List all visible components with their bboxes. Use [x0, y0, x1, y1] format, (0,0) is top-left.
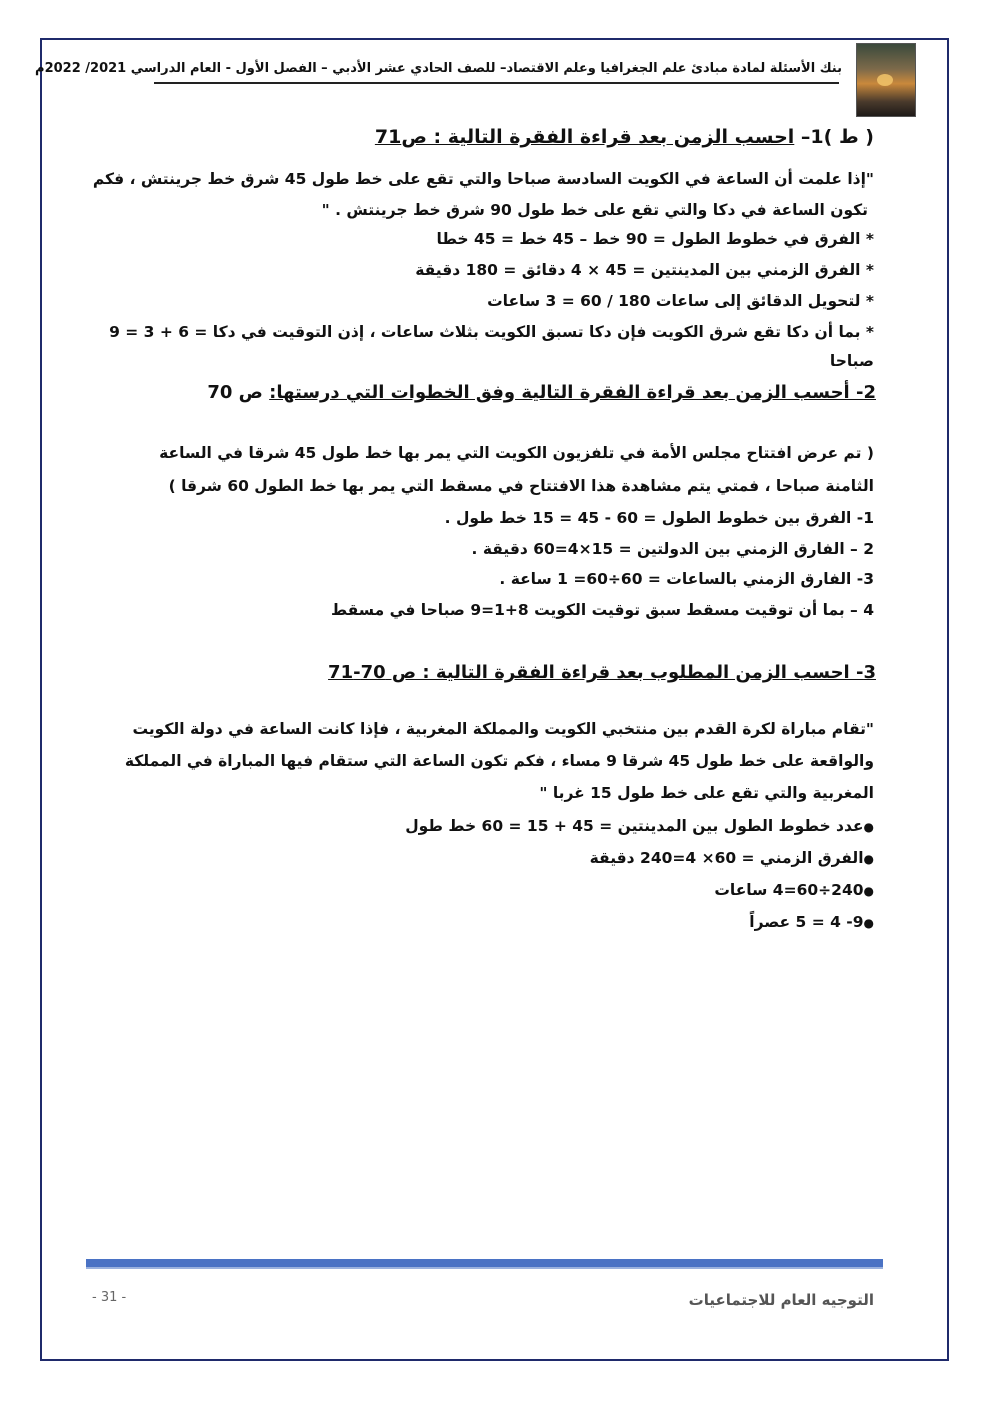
- q2-line-1: ( تم عرض افتتاح مجلس الأمة في تلفزيون الكويت التي يمر بها خط طول 45 شرقا في الساعة: [159, 444, 874, 462]
- q1-title-text: احسب الزمن بعد قراءة الفقرة التالية : ص71: [374, 126, 795, 148]
- q3-bullet-2: ●الفرق الزمني = 60× 4=240 دقيقة: [589, 849, 874, 867]
- header-title: بنك الأسئلة لمادة مبادئ علم الجغرافيا وعلم الاقتصاد– للصف الحادي عشر الأدبي – الفصل الأول - العام الدراسي 2021/ 2022م: [35, 61, 842, 76]
- header-rule: [154, 82, 839, 84]
- q3-line-2: والواقعة على خط طول 45 شرقا 9 مساء ، فكم تكون الساعة التي ستقام فيها المباراة في المملكة: [124, 752, 874, 770]
- q2-line-2: الثامنة صباحا ، فمتي يتم مشاهدة هذا الافتتاح في مسقط التي يمر بها خط الطول 60 شرقا ): [168, 477, 874, 495]
- q3-line-3: المغربية والتي تقع على خط طول 15 غربا ": [539, 784, 874, 802]
- q1-line-2: تكون الساعة في دكا والتي تقع على خط طول 90 شرق خط جرينتش . ": [321, 201, 868, 219]
- bullet-icon: ●: [863, 852, 874, 866]
- q1-line-6: * بما أن دكا تقع شرق الكويت فإن دكا تسبق الكويت بثلاث ساعات ، إذن التوقيت في دكا = 6 + 3 = 9: [109, 323, 874, 341]
- q3-title: 3- احسب الزمن المطلوب بعد قراءة الفقرة التالية : ص 70-71: [328, 662, 876, 683]
- q1-line-3: * الفرق في خطوط الطول = 90 خط – 45 خط = 45 خطا: [436, 230, 874, 248]
- q3-bullet-1: ●عدد خطوط الطول بين المدينتين = 45 + 15 = 60 خط طول: [405, 817, 874, 835]
- q2-line-4: 2 – الفارق الزمني بين الدولتين = 15×4=60 دقيقة .: [471, 540, 874, 558]
- bullet-icon: ●: [863, 884, 874, 898]
- q2-title: [207, 382, 876, 403]
- footer-org: التوجيه العام للاجتماعيات: [688, 1291, 874, 1309]
- q3-bullet-4: ●9- 4 = 5 عصراً: [749, 913, 874, 931]
- q1-line-5: * لتحويل الدقائق إلى ساعات 180 / 60 = 3 ساعات: [487, 292, 874, 310]
- q2-title-text: 2- أحسب الزمن بعد قراءة الفقرة التالية وفق الخطوات التي درستها:: [269, 382, 876, 403]
- q2-line-5: 3- الفارق الزمني بالساعات = 60÷60= 1 ساعة .: [499, 570, 874, 588]
- q1-label: ( ط )1–: [800, 126, 874, 148]
- q3-line-1: "تقام مباراة لكرة القدم بين منتخبي الكويت والمملكة المغربية ، فإذا كانت الساعة في دولة الكويت: [132, 720, 874, 738]
- q2-line-3: 1- الفرق بين خطوط الطول = 60 - 45 = 15 خط طول .: [444, 509, 874, 527]
- q1-line-7: صباحا: [829, 352, 874, 370]
- page-number: - 31 -: [92, 1290, 127, 1305]
- q3-bullet-3: ●240÷60=4 ساعات: [714, 881, 874, 899]
- footer-bar: [86, 1259, 883, 1267]
- q2-line-6: 4 – بما أن توقيت مسقط سبق توقيت الكويت 8+1=9 صباحا في مسقط: [331, 601, 874, 619]
- q2-page-ref: ص 70: [207, 382, 263, 403]
- q1-line-1: "إذا علمت أن الساعة في الكويت السادسة صباحا والتي تقع على خط طول 45 شرق خط جرينتش ، فكم: [92, 170, 874, 188]
- bullet-icon: ●: [863, 916, 874, 930]
- bullet-icon: ●: [863, 820, 874, 834]
- header-photo: [856, 43, 916, 117]
- q1-line-4: * الفرق الزمني بين المدينتين = 45 × 4 دقائق = 180 دقيقة: [415, 261, 874, 279]
- footer-bar-shadow: [86, 1267, 883, 1269]
- q1-title: [375, 126, 874, 148]
